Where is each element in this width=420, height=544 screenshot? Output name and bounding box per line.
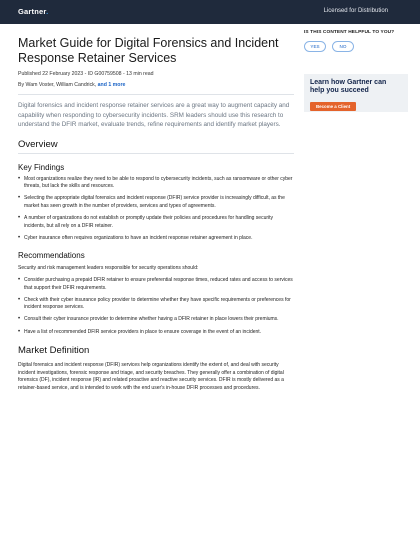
promo-banner[interactable]	[304, 74, 408, 112]
logo-dot: .	[46, 7, 49, 16]
article	[18, 36, 294, 392]
overview-heading: Overview	[18, 138, 58, 150]
publication-meta: Published 22 February 2023 - ID G00759508 - 13 min read	[18, 71, 154, 77]
recommendations-intro: Security and risk management leaders responsible for security operations should:	[18, 265, 199, 272]
list-item: • Cyber insurance often requires organizations to have an incident response retainer agreement in place.	[18, 235, 294, 243]
divider	[18, 153, 294, 154]
market-definition-heading: Market Definition	[18, 345, 90, 357]
no-button[interactable]: NO	[332, 41, 354, 52]
summary: Digital forensics and incident response retainer services are a great way to augment capacity and capability when responding to cybersecurity incidents. SRM leaders should use this research to understand the DFIR market, evaluate trends, refine requirements and identify market players.	[18, 102, 290, 129]
become-client-button[interactable]: Become a Client	[310, 102, 356, 111]
licensed-label: Licensed for Distribution	[323, 8, 388, 14]
more-authors-link[interactable]: and 1 more	[97, 82, 126, 88]
promo-title: Learn how Gartner can help you succeed	[310, 79, 387, 94]
market-definition-text: Digital forensics and incident response (DFIR) services help organizations identify the extent of, and deal with security incident investigations, forensic response and triage, and security breaches. They generally offer a combination of digital forensics (DF), incident response (IR) and related proactive and reactive security services. DFIR is mostly delivered as a retainer-based service, and is intended to work with the end user's in-house DFIR processes and procedures.	[18, 362, 284, 391]
helpful-question: IS THIS CONTENT HELPFUL TO YOU?	[304, 30, 395, 35]
list-item: • Most organizations realize they need to be able to respond to cybersecurity incidents, such as ransomware or other cyber threats, but lack the skills and resources.	[18, 176, 294, 191]
yes-button[interactable]: YES	[304, 41, 326, 52]
sidebar	[304, 30, 408, 112]
list-item: • Selecting the appropriate digital forensics and incident response (DFIR) service provider is increasingly difficult, as the market has seen growth in the number of providers, services and types of agreements.	[18, 195, 294, 210]
authors	[18, 82, 294, 88]
feedback-buttons	[304, 41, 408, 52]
divider	[18, 94, 294, 95]
recommendations-list	[18, 277, 294, 336]
list-item: • A number of organizations do not establish or promptly update their policies and procedures for handling security incidents, but all rely on a DFIR retainer.	[18, 215, 294, 230]
recommendations-heading: Recommendations	[18, 251, 85, 261]
logo-text: Gartner	[18, 7, 47, 16]
list-item: • Have a list of recommended DFIR service providers in place to ensure coverage in the event of an incident.	[18, 329, 294, 337]
page-title: Market Guide for Digital Forensics and Incident Response Retainer Services	[18, 36, 279, 65]
key-findings-list	[18, 176, 294, 243]
author-names: By Wam Voster, William Candrick,	[18, 82, 97, 88]
key-findings-heading: Key Findings	[18, 162, 65, 172]
list-item: • Consult their cyber insurance provider to determine whether having a DFIR retainer in place lowers their premiums.	[18, 316, 294, 324]
list-item: • Check with their cyber insurance policy provider to determine whether they have specific requirements or preferences for incident response services.	[18, 297, 294, 312]
top-bar	[0, 0, 420, 24]
gartner-logo[interactable]	[18, 7, 48, 16]
list-item: • Consider purchasing a prepaid DFIR retainer to ensure preferential response times, reduced rates and access to services that support their DFIR requirements.	[18, 277, 294, 292]
